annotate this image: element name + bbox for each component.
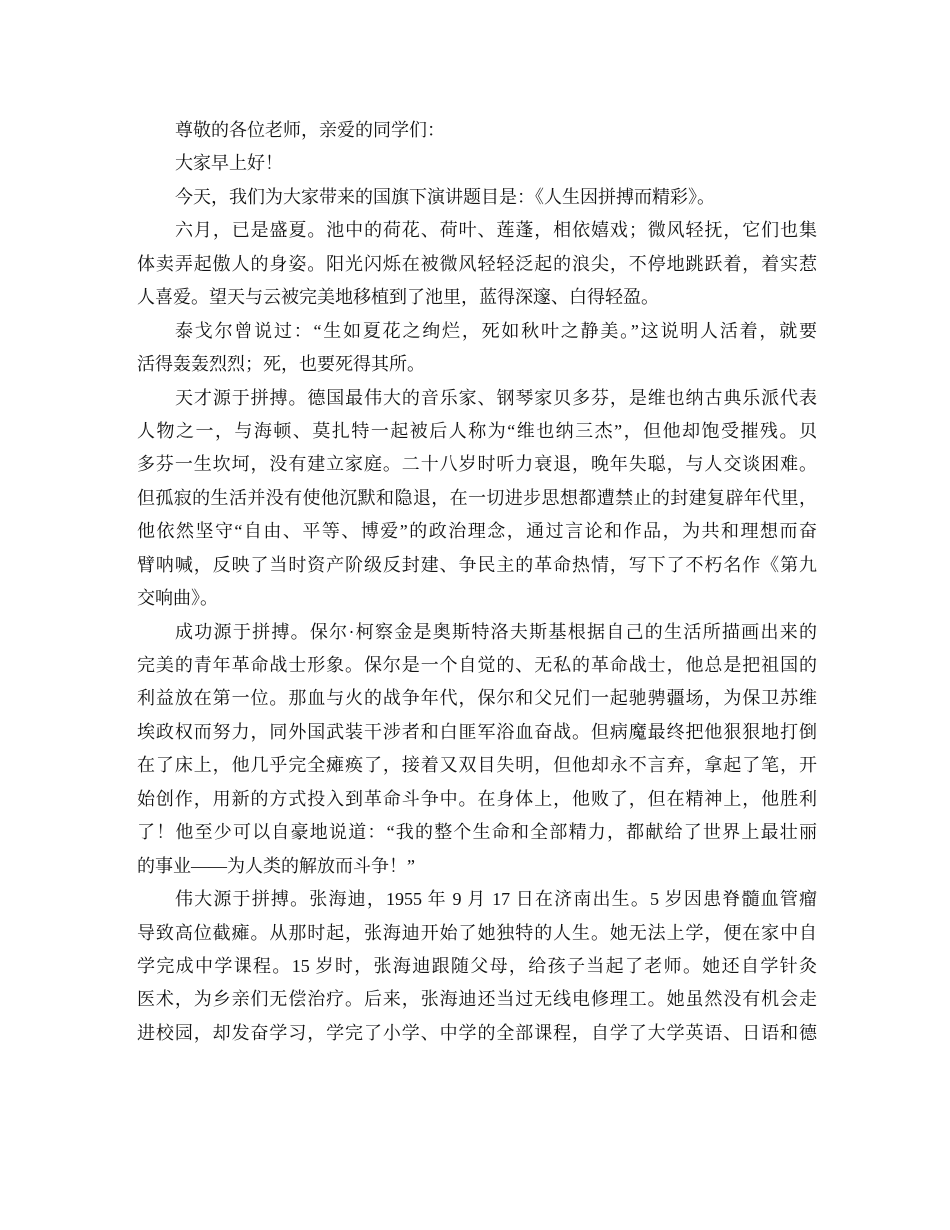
text-line: 埃政权而努力，同外国武装干涉者和白匪军浴血奋战。但病魔最终把他狠狠地打倒: [137, 721, 817, 742]
text-line: 导致高位截瘫。从那时起，张海迪开始了她独特的人生。她无法上学，便在家中自: [137, 922, 817, 943]
text-line: 今天，我们为大家带来的国旗下演讲题目是：《人生因拼搏而精彩》。: [175, 186, 715, 207]
paragraph: [137, 616, 817, 884]
text-line: 医术，为乡亲们无偿治疗。后来，张海迪还当过无线电修理工。她虽然没有机会走: [137, 989, 817, 1010]
paragraph: [137, 181, 817, 214]
text-line: 天才源于拼搏。德国最伟大的音乐家、钢琴家贝多芬，是维也纳古典乐派代表: [175, 387, 817, 408]
text-line: 多芬一生坎坷，没有建立家庭。二十八岁时听力衰退，晚年失聪，与人交谈困难。: [137, 454, 817, 475]
paragraph: [137, 214, 817, 314]
text-line: 伟大源于拼搏。张海迪，1955 年 9 月 17 日在济南出生。5 岁因患脊髓血管瘤: [175, 889, 817, 910]
text-line: 在了床上，他几乎完全瘫痪了，接着又双目失明，但他却永不言弃，拿起了笔，开: [137, 755, 817, 776]
text-line: 交响曲》。: [137, 588, 218, 609]
text-line: 大家早上好！: [175, 153, 283, 174]
text-line: 六月，已是盛夏。池中的荷花、荷叶、莲蓬，相依嬉戏；微风轻抚，它们也集: [175, 220, 817, 241]
paragraph: [137, 147, 817, 180]
text-line: 泰戈尔曾说过：“生如夏花之绚烂，死如秋叶之静美。”这说明人活着，就要: [175, 320, 817, 341]
text-line: 尊敬的各位老师，亲爱的同学们：: [175, 120, 445, 140]
text-line: 人喜爱。望天与云被完美地移植到了池里，蓝得深邃、白得轻盈。: [137, 287, 659, 308]
text-line: 但孤寂的生活并没有使他沉默和隐退，在一切进步思想都遭禁止的封建复辟年代里，: [137, 487, 817, 508]
text-line: 进校园，却发奋学习，学完了小学、中学的全部课程，自学了大学英语、日语和德: [137, 1022, 817, 1043]
text-line: 体卖弄起傲人的身姿。阳光闪烁在被微风轻轻泛起的浪尖，不停地跳跃着，着实惹: [137, 253, 817, 274]
paragraph: [137, 883, 817, 1050]
text-line: 学完成中学课程。15 岁时，张海迪跟随父母，给孩子当起了老师。她还自学针灸: [137, 955, 817, 976]
text-line: 臂呐喊，反映了当时资产阶级反封建、争民主的革命热情，写下了不朽名作《第九: [137, 554, 817, 575]
text-line: 活得轰轰烈烈；死，也要死得其所。: [137, 354, 425, 375]
paragraph: [137, 382, 817, 616]
speech-body: [137, 114, 817, 1050]
text-line: 的事业——为人类的解放而斗争！”: [137, 855, 415, 876]
text-line: 了！他至少可以自豪地说道：“我的整个生命和全部精力，都献给了世界上最壮丽: [137, 822, 817, 843]
text-line: 成功源于拼搏。保尔·柯察金是奥斯特洛夫斯基根据自己的生活所描画出来的: [175, 621, 817, 642]
text-line: 人物之一，与海顿、莫扎特一起被后人称为“维也纳三杰”，但他却饱受摧残。贝: [137, 420, 817, 441]
text-line: 始创作，用新的方式投入到革命斗争中。在身体上，他败了，但在精神上，他胜利: [137, 788, 817, 809]
paragraph: [137, 114, 817, 147]
text-line: 利益放在第一位。那血与火的战争年代，保尔和父兄们一起驰骋疆场，为保卫苏维: [137, 688, 817, 709]
text-line: 他依然坚守“自由、平等、博爱”的政治理念，通过言论和作品，为共和理想而奋: [137, 521, 817, 542]
paragraph: [137, 315, 817, 382]
text-line: 完美的青年革命战士形象。保尔是一个自觉的、无私的革命战士，他总是把祖国的: [137, 655, 817, 675]
